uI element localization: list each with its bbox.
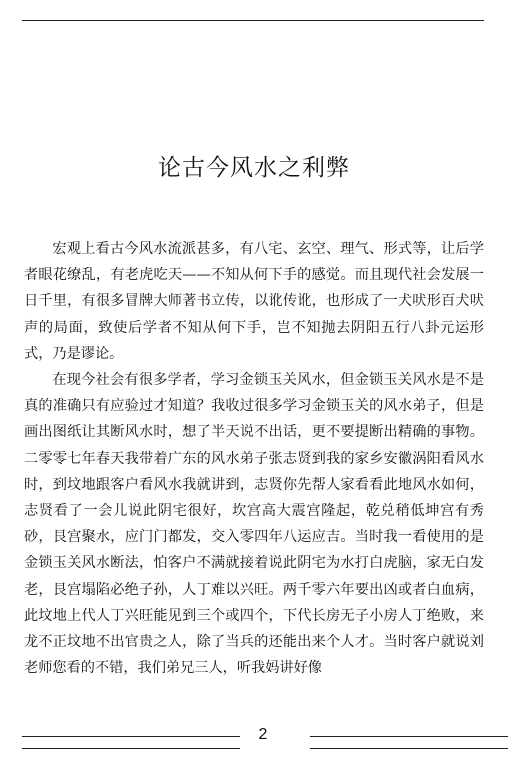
header-rule: [22, 20, 484, 21]
body-text: [24, 236, 484, 681]
chapter-title: 论古今风水之利弊: [158, 155, 350, 181]
footer-rule-right-top: [310, 736, 508, 737]
page-footer: [0, 722, 508, 754]
footer-rule-right-bottom: [310, 748, 508, 749]
paragraph-1: 宏观上看古今风水流派甚多，有八宅、玄空、理气、形式等，让后学者眼花缭乱，有老虎吃天——不知从何下手的感觉。而且现代社会发展一日千里，有很多冒牌大师著书立传，以讹传讹，也形成了一犬吠形百犬吠声的局面，致使后学者不知从何下手，岂不知抛去阴阳五行八卦元运形式，乃是谬论。: [24, 241, 484, 362]
footer-rule-left-bottom: [22, 748, 240, 749]
page-number: 2: [258, 726, 268, 743]
paragraph-2: 在现今社会有很多学者，学习金锁玉关风水，但金锁玉关风水是不是真的准确只有应验过才知道？我收过很多学习金锁玉关的风水弟子，但是画出图纸让其断风水时，想了半天说不出话，更不要提断出精确的事物。二零零七年春天我带着广东的风水弟子张志贤到我的家乡安徽涡阳看风水时，到坟地跟客户看风水我就讲到，志贤你先帮人家看看此地风水如何，志贤看了一会儿说此阴宅很好，坎宫高大震宫隆起，乾兑稍低坤宫有秀砂，艮宫聚水，应门门都发，交入零四年八运应吉。当时我一看使用的是金锁玉关风水断法，怕客户不满就接着说此阴宅为水打白虎脑，家无白发老，艮宫塌陷必绝子孙，人丁难以兴旺。两千零六年要出凶或者白血病，此坟地上代人丁兴旺能见到三个或四个，下代长房无子小房人丁绝败，来龙不正坟地不出官贵之人，除了当兵的还能出来个人才。当时客户就说刘老师您看的不错，我们弟兄三人，听我妈讲好像: [24, 372, 484, 677]
footer-rule-left-top: [22, 736, 240, 737]
